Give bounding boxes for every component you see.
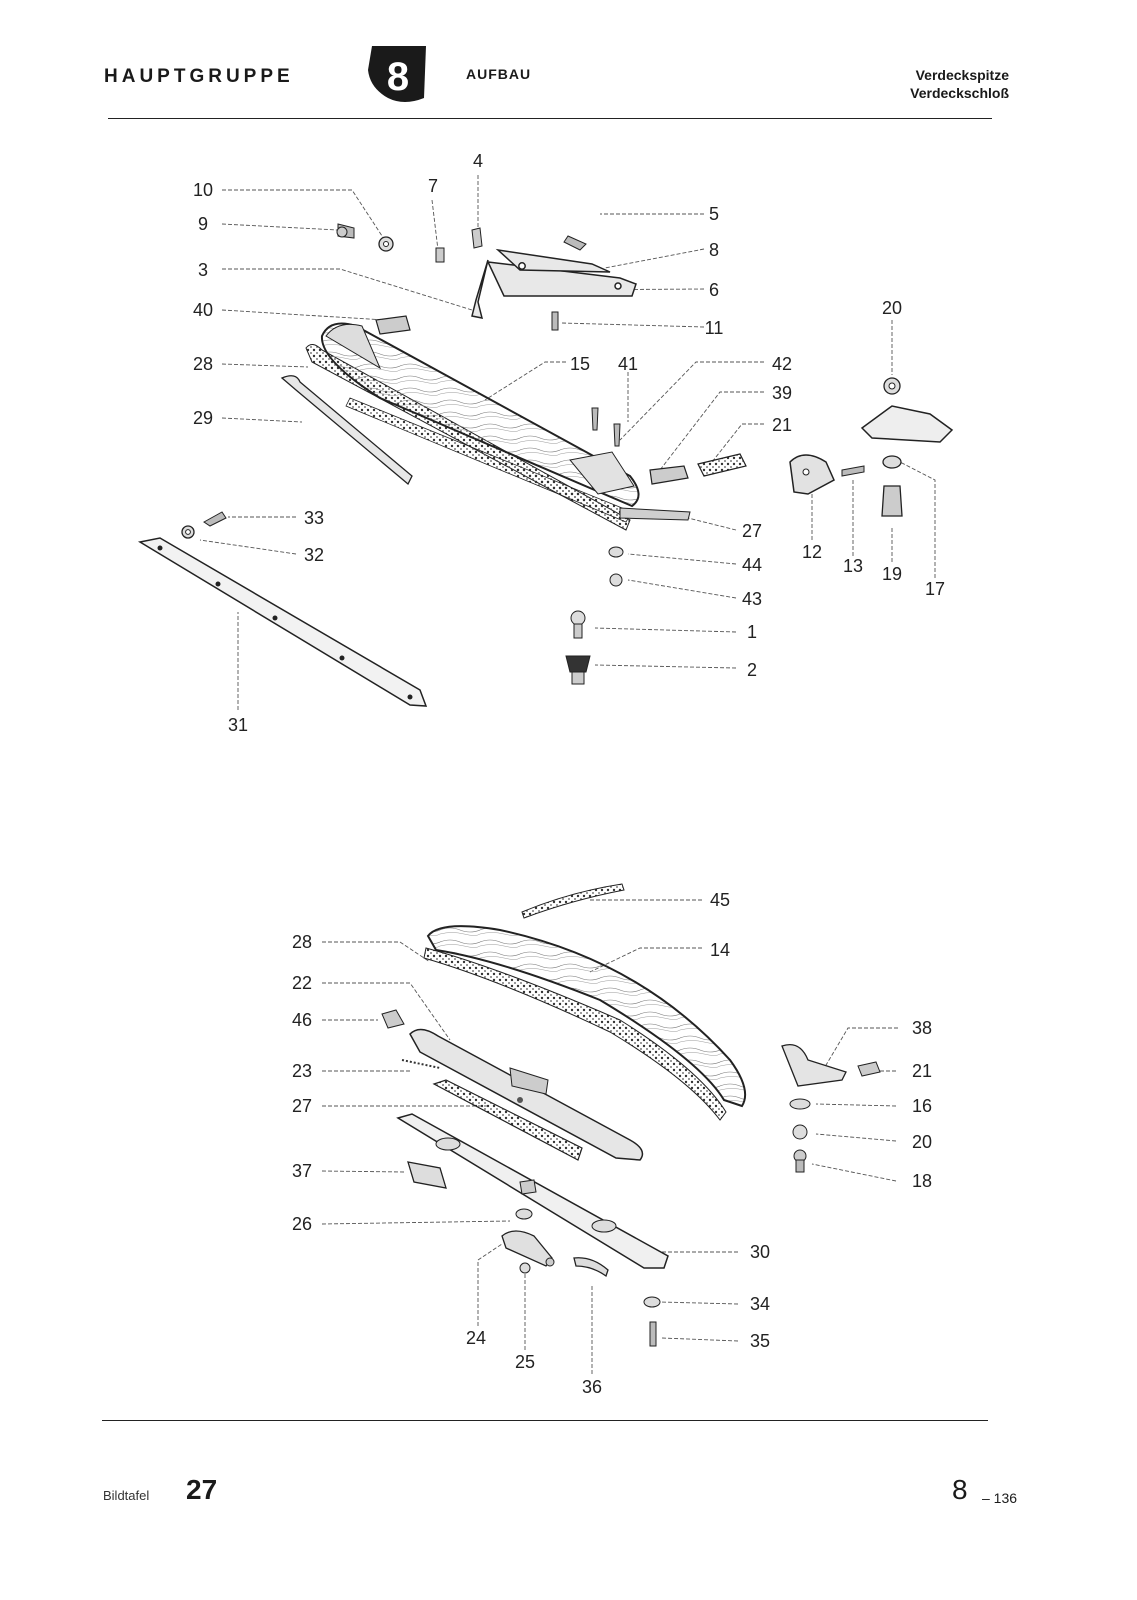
part-1-bolt: [571, 611, 585, 638]
part-17-washer: [883, 456, 901, 468]
bottom-diagram: [292, 884, 932, 1397]
part-4-pin: [472, 228, 482, 248]
part-18-bolt: [794, 1150, 806, 1172]
callout-24: 24: [465, 1328, 487, 1348]
callout-3: 3: [197, 260, 209, 280]
part-24-lever: [502, 1231, 552, 1266]
callout-19: 19: [881, 564, 903, 584]
top-diagram: [140, 151, 952, 735]
part-9-bolt: [337, 224, 354, 238]
callout-14: 14: [709, 940, 731, 960]
callout-36: 36: [581, 1377, 603, 1397]
part-10-washer: [379, 237, 393, 251]
callout-39: 39: [771, 383, 793, 403]
callout-10: 10: [192, 180, 214, 200]
part-2-grommet: [566, 656, 590, 684]
part-31-trim-strip: [140, 538, 426, 706]
section-title: AUFBAU: [466, 66, 532, 82]
callout-28b: 28: [291, 932, 313, 952]
callout-11: 11: [704, 318, 724, 338]
callout-35: 35: [749, 1331, 771, 1351]
part-33-screw: [204, 512, 226, 526]
callout-26: 26: [291, 1214, 313, 1234]
part-20-nut-bottom: [793, 1125, 807, 1139]
part-38-hook: [782, 1045, 846, 1086]
callout-41: 41: [617, 354, 639, 374]
part-36-handle: [574, 1258, 608, 1276]
callout-27b: 27: [291, 1096, 313, 1116]
lock-housing: [862, 406, 952, 442]
callout-46: 46: [291, 1010, 313, 1030]
callout-25: 25: [514, 1352, 536, 1372]
callout-16: 16: [911, 1096, 933, 1116]
part-39-plate: [650, 466, 688, 484]
callout-9: 9: [197, 214, 209, 234]
callout-33: 33: [303, 508, 325, 528]
part-42-screw: [614, 424, 620, 446]
part-40-bracket: [376, 316, 410, 334]
callout-15: 15: [569, 354, 591, 374]
callout-7: 7: [427, 176, 439, 196]
callout-4: 4: [472, 151, 484, 171]
page-number: 8: [952, 1474, 968, 1505]
callout-34: 34: [749, 1294, 771, 1314]
callout-37: 37: [291, 1161, 313, 1181]
callout-5: 5: [708, 204, 720, 224]
callout-13: 13: [842, 556, 864, 576]
callout-21: 21: [771, 415, 793, 435]
subtitle-line-1: Verdeckspitze: [915, 67, 1009, 83]
callout-1: 1: [746, 622, 758, 642]
plate-number: 27: [186, 1474, 218, 1505]
part-41-screw: [592, 408, 598, 430]
part-46-cap: [382, 1010, 404, 1028]
part-21-pad: [698, 454, 746, 476]
subtitle-line-2: Verdeckschloß: [910, 85, 1009, 101]
main-group-title: HAUPTGRUPPE: [104, 66, 294, 87]
part-16-washer: [790, 1099, 810, 1109]
part-12-catch-plate: [790, 455, 834, 494]
callout-22: 22: [291, 973, 313, 993]
callout-38: 38: [911, 1018, 933, 1038]
plate-label: Bildtafel: [103, 1488, 150, 1503]
callout-44: 44: [741, 555, 763, 575]
callout-8: 8: [708, 240, 720, 260]
callout-20b: 20: [911, 1132, 933, 1152]
callout-31: 31: [227, 715, 249, 735]
callout-20: 20: [881, 298, 903, 318]
callout-28: 28: [192, 354, 214, 374]
part-27-strip: [620, 508, 690, 520]
group-number: 8: [386, 55, 410, 99]
callout-43: 43: [741, 589, 763, 609]
part-23-spring: [402, 1060, 440, 1068]
callout-17: 17: [924, 579, 946, 599]
hinge-assembly: [472, 250, 636, 318]
part-32-nut: [182, 526, 194, 538]
callout-30: 30: [749, 1242, 771, 1262]
callout-21b: 21: [911, 1061, 933, 1081]
callout-18: 18: [911, 1171, 933, 1191]
part-19-pin: [882, 486, 902, 516]
callout-27: 27: [741, 521, 763, 541]
callout-23: 23: [291, 1061, 313, 1081]
part-25-nut: [520, 1263, 530, 1273]
part-26-washer: [516, 1209, 532, 1219]
callout-29: 29: [192, 408, 214, 428]
callout-45: 45: [709, 890, 731, 910]
callout-42: 42: [771, 354, 793, 374]
part-43-nut: [610, 574, 622, 586]
part-5-clip: [564, 236, 586, 250]
part-45-seal: [522, 884, 624, 918]
part-11-screw: [552, 312, 558, 330]
callout-2: 2: [746, 660, 758, 680]
part-20-nut: [884, 378, 900, 394]
part-21-pad-bottom: [858, 1062, 880, 1076]
part-13-screw: [842, 466, 864, 476]
part-7-pin: [436, 248, 444, 262]
callout-12: 12: [801, 542, 823, 562]
part-37-bracket: [408, 1162, 446, 1188]
part-44-washer: [609, 547, 623, 557]
part-34-washer: [644, 1297, 660, 1307]
callout-40: 40: [192, 300, 214, 320]
callout-6: 6: [708, 280, 720, 300]
footer-rule: [102, 1420, 988, 1421]
part-35-screw: [650, 1322, 656, 1346]
page-number-sub: – 136: [982, 1490, 1018, 1506]
part-15-wood-panel: [322, 324, 639, 522]
callout-32: 32: [303, 545, 325, 565]
